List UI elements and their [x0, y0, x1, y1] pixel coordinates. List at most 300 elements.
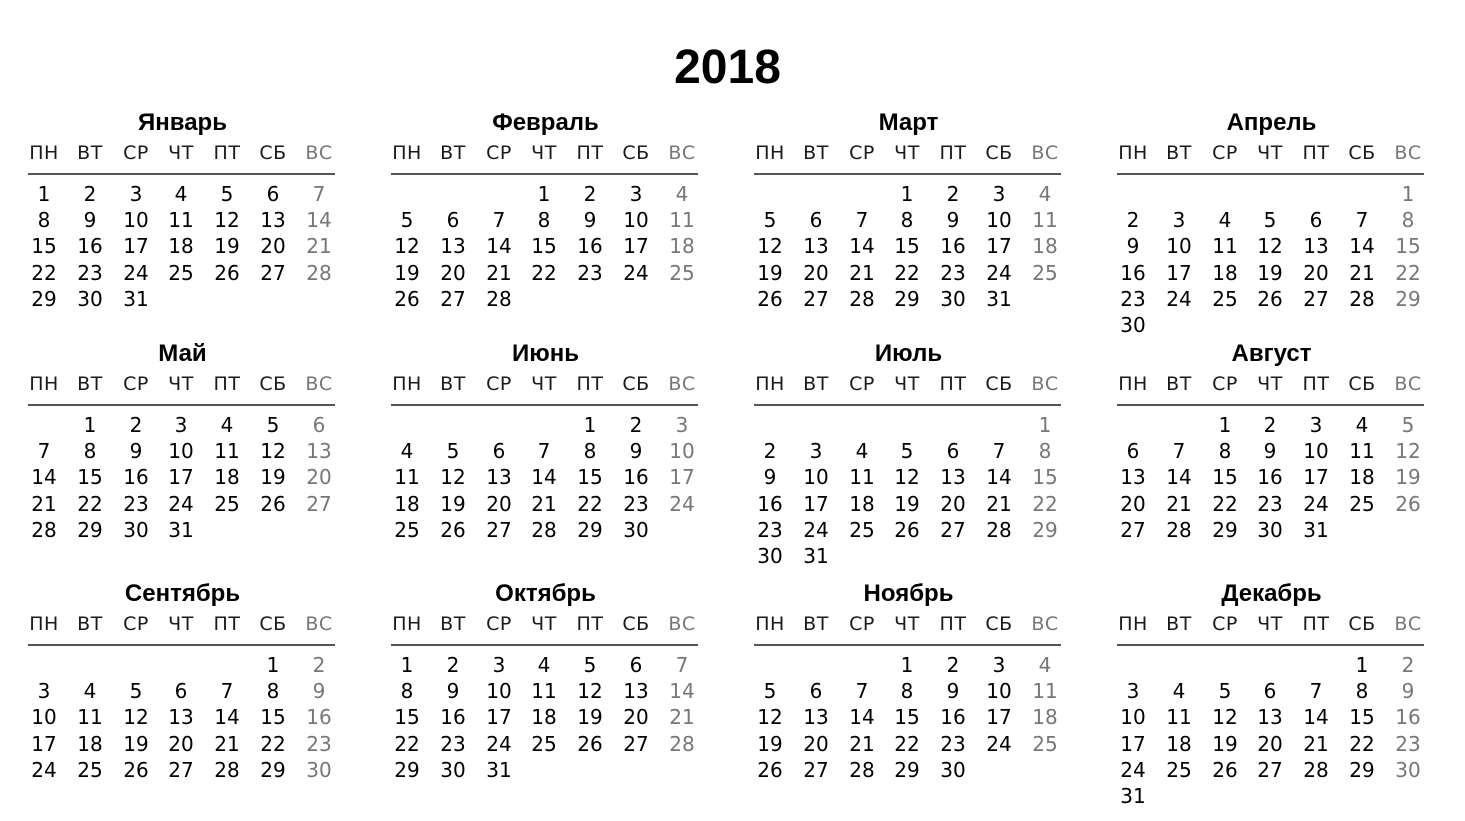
- day-cell: 3: [174, 413, 188, 437]
- header-divider: [28, 173, 335, 175]
- weekday-header: [391, 141, 700, 165]
- week-row: [754, 208, 1063, 234]
- week-row: [28, 492, 337, 518]
- day-cell-sunday: 15: [1032, 465, 1058, 490]
- weekday-label: ЧТ: [168, 613, 194, 635]
- day-cell: 26: [757, 757, 783, 782]
- day-cell: 21: [1349, 260, 1375, 285]
- day-cell: 9: [629, 439, 643, 464]
- header-divider: [391, 404, 698, 406]
- day-cell: 13: [486, 465, 512, 490]
- weekday-label: ЧТ: [168, 373, 194, 395]
- day-cell: 8: [537, 208, 551, 233]
- day-cell: 24: [623, 260, 649, 285]
- weekday-label: ЧТ: [1257, 373, 1283, 395]
- day-cell: 28: [531, 517, 557, 542]
- day-cell: 22: [77, 491, 103, 516]
- weekday-label: ПН: [29, 373, 59, 395]
- day-cell: 24: [31, 757, 57, 782]
- weekday-label: ПТ: [576, 613, 604, 635]
- weeks-grid: [391, 653, 700, 784]
- day-cell: 9: [763, 465, 777, 490]
- day-cell: 26: [1212, 757, 1238, 782]
- day-cell: 4: [1172, 679, 1186, 704]
- day-cell: 29: [394, 757, 420, 782]
- day-cell: 30: [757, 543, 783, 568]
- weekday-label: СР: [123, 373, 149, 395]
- weekday-label: ЧТ: [531, 373, 557, 395]
- day-cell: 19: [394, 260, 420, 285]
- day-cell: 25: [214, 491, 240, 516]
- month-title: Октябрь: [495, 580, 596, 607]
- month-title: Июль: [874, 340, 943, 367]
- week-row: [754, 287, 1063, 313]
- day-cell: 2: [763, 439, 777, 464]
- weekday-label: ЧТ: [168, 142, 194, 164]
- day-cell: 23: [77, 260, 103, 285]
- day-cell: 14: [214, 705, 240, 730]
- day-cell: 11: [214, 439, 240, 464]
- week-row: [391, 439, 700, 465]
- day-cell: 3: [629, 182, 643, 206]
- day-cell: 29: [577, 517, 603, 542]
- week-row: [754, 465, 1063, 491]
- day-cell: 13: [623, 679, 649, 704]
- day-cell: 12: [1212, 705, 1238, 730]
- day-cell: 23: [1257, 491, 1283, 516]
- day-cell: 2: [946, 653, 960, 677]
- weeks-grid: [391, 413, 700, 544]
- day-cell: 11: [531, 679, 557, 704]
- weekday-label: СБ: [985, 142, 1013, 164]
- weeks-grid: [1117, 413, 1426, 544]
- weekday-label: ПН: [1118, 373, 1148, 395]
- week-row: [754, 679, 1063, 705]
- day-cell: 24: [168, 491, 194, 516]
- weekday-label: ПН: [755, 613, 785, 635]
- weekday-label: ВС: [668, 373, 696, 395]
- day-cell: 19: [1257, 260, 1283, 285]
- day-cell: 10: [1120, 705, 1146, 730]
- day-cell-sunday: 7: [312, 182, 326, 206]
- day-cell: 11: [849, 465, 875, 490]
- weekday-label: ПТ: [939, 142, 967, 164]
- day-cell: 17: [1303, 465, 1329, 490]
- weekday-label: ЧТ: [1257, 142, 1283, 164]
- day-cell: 12: [440, 465, 466, 490]
- day-cell: 28: [849, 757, 875, 782]
- day-cell: 30: [940, 286, 966, 311]
- weekday-label: ПТ: [1302, 613, 1330, 635]
- week-row: [1117, 492, 1426, 518]
- day-cell: 18: [1349, 465, 1375, 490]
- day-cell: 24: [803, 517, 829, 542]
- day-cell: 28: [31, 517, 57, 542]
- weekday-label: ПН: [755, 373, 785, 395]
- week-row: [754, 182, 1063, 208]
- day-cell: 11: [1349, 439, 1375, 464]
- weekday-label: ПТ: [576, 373, 604, 395]
- day-cell: 17: [168, 465, 194, 490]
- weekday-label: ВТ: [1166, 613, 1192, 635]
- day-cell: 5: [583, 653, 597, 677]
- day-cell: 14: [531, 465, 557, 490]
- day-cell: 15: [394, 705, 420, 730]
- day-cell: 2: [129, 413, 143, 437]
- day-cell: 30: [1120, 312, 1146, 337]
- day-cell: 6: [1263, 679, 1277, 704]
- week-row: [754, 705, 1063, 731]
- day-cell: 25: [849, 517, 875, 542]
- weekday-header: [391, 372, 700, 396]
- day-cell: 17: [123, 234, 149, 259]
- day-cell-sunday: 26: [1395, 491, 1421, 516]
- day-cell: 29: [31, 286, 57, 311]
- day-cell: 5: [763, 208, 777, 233]
- week-row: [754, 732, 1063, 758]
- weekday-label: ВТ: [77, 613, 103, 635]
- day-cell-sunday: 5: [1401, 413, 1415, 437]
- week-row: [28, 518, 337, 544]
- weekday-label: СР: [849, 373, 875, 395]
- day-cell: 2: [83, 182, 97, 206]
- day-cell: 9: [946, 208, 960, 233]
- month-title: Май: [158, 340, 207, 367]
- day-cell: 9: [583, 208, 597, 233]
- day-cell: 6: [946, 439, 960, 464]
- weeks-grid: [754, 413, 1063, 570]
- day-cell: 21: [486, 260, 512, 285]
- day-cell: 26: [894, 517, 920, 542]
- day-cell: 16: [440, 705, 466, 730]
- week-row: [391, 208, 700, 234]
- weekday-label: СБ: [259, 373, 287, 395]
- day-cell: 8: [1355, 679, 1369, 704]
- day-cell: 26: [123, 757, 149, 782]
- day-cell: 16: [123, 465, 149, 490]
- weekday-label: ПТ: [1302, 373, 1330, 395]
- day-cell: 4: [174, 182, 188, 206]
- day-cell-sunday: 11: [1032, 679, 1058, 704]
- day-cell: 23: [757, 517, 783, 542]
- day-cell: 28: [849, 286, 875, 311]
- day-cell: 31: [1303, 517, 1329, 542]
- day-cell: 19: [757, 260, 783, 285]
- day-cell: 1: [583, 413, 597, 437]
- day-cell: 13: [1257, 705, 1283, 730]
- day-cell: 13: [1303, 234, 1329, 259]
- day-cell: 12: [757, 234, 783, 259]
- day-cell: 18: [214, 465, 240, 490]
- day-cell: 28: [986, 517, 1012, 542]
- week-row: [754, 492, 1063, 518]
- day-cell: 12: [1257, 234, 1283, 259]
- week-row: [1117, 784, 1426, 810]
- day-cell: 23: [123, 491, 149, 516]
- weekday-label: СБ: [985, 613, 1013, 635]
- day-cell: 13: [803, 705, 829, 730]
- month-title: Июнь: [512, 340, 579, 367]
- day-cell: 10: [168, 439, 194, 464]
- day-cell: 17: [486, 705, 512, 730]
- day-cell: 1: [400, 653, 414, 677]
- weekday-label: ЧТ: [894, 613, 920, 635]
- header-divider: [28, 404, 335, 406]
- day-cell-sunday: 12: [1395, 439, 1421, 464]
- day-cell: 12: [577, 679, 603, 704]
- day-cell: 3: [1172, 208, 1186, 233]
- day-cell: 20: [440, 260, 466, 285]
- day-cell: 22: [577, 491, 603, 516]
- day-cell: 26: [214, 260, 240, 285]
- day-cell: 1: [266, 653, 280, 677]
- day-cell: 22: [31, 260, 57, 285]
- weekday-label: СР: [486, 142, 512, 164]
- day-cell: 21: [986, 491, 1012, 516]
- weekday-label: СР: [486, 613, 512, 635]
- day-cell: 17: [31, 731, 57, 756]
- day-cell-sunday: 16: [1395, 705, 1421, 730]
- day-cell: 20: [260, 234, 286, 259]
- week-row: [391, 413, 700, 439]
- day-cell-sunday: 4: [1038, 653, 1052, 677]
- day-cell: 24: [486, 731, 512, 756]
- day-cell: 10: [623, 208, 649, 233]
- day-cell: 23: [940, 731, 966, 756]
- day-cell: 25: [531, 731, 557, 756]
- day-cell: 7: [1172, 439, 1186, 464]
- day-cell: 30: [940, 757, 966, 782]
- weeks-grid: [391, 182, 700, 313]
- day-cell-sunday: 18: [1032, 705, 1058, 730]
- day-cell: 24: [123, 260, 149, 285]
- weekday-label: ЧТ: [531, 142, 557, 164]
- day-cell-sunday: 18: [1032, 234, 1058, 259]
- day-cell: 27: [803, 286, 829, 311]
- day-cell: 25: [1212, 286, 1238, 311]
- day-cell: 8: [1218, 439, 1232, 464]
- week-row: [391, 234, 700, 260]
- header-divider: [754, 173, 1061, 175]
- day-cell-sunday: 4: [1038, 182, 1052, 206]
- week-row: [28, 705, 337, 731]
- weekday-label: ВС: [1394, 373, 1422, 395]
- week-row: [391, 261, 700, 287]
- weekday-header: [1117, 372, 1426, 396]
- day-cell: 15: [577, 465, 603, 490]
- day-cell: 17: [623, 234, 649, 259]
- day-cell: 20: [168, 731, 194, 756]
- weekday-label: СР: [1212, 373, 1238, 395]
- day-cell: 1: [900, 182, 914, 206]
- day-cell-sunday: 21: [306, 234, 332, 259]
- day-cell-sunday: 2: [312, 653, 326, 677]
- day-cell-sunday: 6: [312, 413, 326, 437]
- day-cell: 15: [894, 705, 920, 730]
- week-row: [391, 287, 700, 313]
- day-cell: 27: [1120, 517, 1146, 542]
- day-cell: 20: [1120, 491, 1146, 516]
- week-row: [391, 705, 700, 731]
- week-row: [391, 182, 700, 208]
- weekday-label: ВТ: [77, 373, 103, 395]
- week-row: [28, 439, 337, 465]
- day-cell: 22: [394, 731, 420, 756]
- day-cell: 15: [894, 234, 920, 259]
- day-cell: 18: [77, 731, 103, 756]
- day-cell: 23: [577, 260, 603, 285]
- weekday-label: ПТ: [576, 142, 604, 164]
- week-row: [1117, 518, 1426, 544]
- day-cell: 7: [37, 439, 51, 464]
- day-cell: 31: [986, 286, 1012, 311]
- month-title: Декабрь: [1221, 580, 1322, 607]
- day-cell: 18: [849, 491, 875, 516]
- weekday-label: ВС: [1394, 613, 1422, 635]
- weekday-label: ВС: [668, 142, 696, 164]
- weekday-header: [1117, 141, 1426, 165]
- weekday-label: ПТ: [213, 142, 241, 164]
- day-cell: 21: [531, 491, 557, 516]
- week-row: [28, 653, 337, 679]
- day-cell: 9: [446, 679, 460, 704]
- day-cell: 17: [986, 705, 1012, 730]
- day-cell: 12: [757, 705, 783, 730]
- day-cell: 4: [400, 439, 414, 464]
- day-cell: 29: [894, 757, 920, 782]
- week-row: [391, 758, 700, 784]
- day-cell: 12: [394, 234, 420, 259]
- day-cell: 20: [486, 491, 512, 516]
- day-cell: 12: [214, 208, 240, 233]
- day-cell: 25: [394, 517, 420, 542]
- day-cell: 10: [803, 465, 829, 490]
- weekday-label: ВС: [1031, 373, 1059, 395]
- week-row: [1117, 208, 1426, 234]
- day-cell: 20: [803, 731, 829, 756]
- weekday-label: ПТ: [939, 373, 967, 395]
- weekday-label: СР: [486, 373, 512, 395]
- weekday-label: ПТ: [1302, 142, 1330, 164]
- day-cell: 27: [940, 517, 966, 542]
- weekday-label: ПН: [29, 613, 59, 635]
- day-cell-sunday: 14: [669, 679, 695, 704]
- day-cell: 26: [260, 491, 286, 516]
- day-cell-sunday: 22: [1395, 260, 1421, 285]
- day-cell: 1: [83, 413, 97, 437]
- day-cell-sunday: 2: [1401, 653, 1415, 677]
- day-cell: 6: [1126, 439, 1140, 464]
- month-title: Сентябрь: [124, 580, 241, 607]
- day-cell-sunday: 18: [669, 234, 695, 259]
- day-cell: 15: [1349, 705, 1375, 730]
- day-cell: 1: [537, 182, 551, 206]
- week-row: [1117, 653, 1426, 679]
- day-cell: 6: [1309, 208, 1323, 233]
- week-row: [1117, 758, 1426, 784]
- weekday-label: ПН: [1118, 613, 1148, 635]
- week-row: [28, 758, 337, 784]
- weekday-header: [1117, 612, 1426, 636]
- day-cell: 5: [900, 439, 914, 464]
- day-cell: 24: [1166, 286, 1192, 311]
- day-cell-sunday: 8: [1401, 208, 1415, 233]
- weekday-label: СБ: [259, 613, 287, 635]
- week-row: [28, 413, 337, 439]
- day-cell: 31: [803, 543, 829, 568]
- day-cell: 27: [486, 517, 512, 542]
- day-cell: 24: [986, 260, 1012, 285]
- day-cell: 18: [1212, 260, 1238, 285]
- day-cell-sunday: 4: [675, 182, 689, 206]
- week-row: [1117, 261, 1426, 287]
- day-cell: 14: [1166, 465, 1192, 490]
- day-cell: 27: [623, 731, 649, 756]
- year-title: 2018: [674, 41, 781, 94]
- day-cell: 3: [1309, 413, 1323, 437]
- weekday-label: ПН: [392, 142, 422, 164]
- day-cell: 7: [992, 439, 1006, 464]
- month-title: Ноябрь: [863, 580, 954, 607]
- day-cell: 26: [1257, 286, 1283, 311]
- week-row: [754, 261, 1063, 287]
- day-cell: 5: [446, 439, 460, 464]
- day-cell-sunday: 25: [1032, 260, 1058, 285]
- day-cell: 19: [440, 491, 466, 516]
- day-cell: 17: [1120, 731, 1146, 756]
- day-cell-sunday: 25: [669, 260, 695, 285]
- day-cell: 22: [894, 260, 920, 285]
- day-cell-sunday: 30: [306, 757, 332, 782]
- day-cell-sunday: 24: [669, 491, 695, 516]
- week-row: [391, 518, 700, 544]
- day-cell: 13: [940, 465, 966, 490]
- day-cell: 6: [266, 182, 280, 206]
- day-cell: 2: [583, 182, 597, 206]
- weekday-label: ВТ: [440, 613, 466, 635]
- day-cell: 22: [260, 731, 286, 756]
- weekday-label: ВС: [668, 613, 696, 635]
- day-cell: 2: [946, 182, 960, 206]
- weekday-label: ВС: [305, 142, 333, 164]
- weekday-label: ВТ: [440, 142, 466, 164]
- day-cell: 12: [123, 705, 149, 730]
- day-cell: 15: [31, 234, 57, 259]
- day-cell: 5: [1218, 679, 1232, 704]
- week-row: [28, 261, 337, 287]
- day-cell: 30: [1257, 517, 1283, 542]
- day-cell: 26: [757, 286, 783, 311]
- weekday-header: [754, 612, 1063, 636]
- header-divider: [391, 173, 698, 175]
- day-cell: 16: [940, 234, 966, 259]
- day-cell: 19: [260, 465, 286, 490]
- day-cell: 7: [492, 208, 506, 233]
- day-cell: 25: [1166, 757, 1192, 782]
- day-cell: 15: [531, 234, 557, 259]
- day-cell: 4: [1218, 208, 1232, 233]
- day-cell: 29: [260, 757, 286, 782]
- day-cell: 20: [623, 705, 649, 730]
- week-row: [754, 544, 1063, 570]
- day-cell: 27: [803, 757, 829, 782]
- week-row: [754, 518, 1063, 544]
- weekday-label: СБ: [1348, 613, 1376, 635]
- day-cell-sunday: 27: [306, 491, 332, 516]
- weekday-label: ВС: [1031, 613, 1059, 635]
- day-cell: 14: [849, 705, 875, 730]
- day-cell: 20: [803, 260, 829, 285]
